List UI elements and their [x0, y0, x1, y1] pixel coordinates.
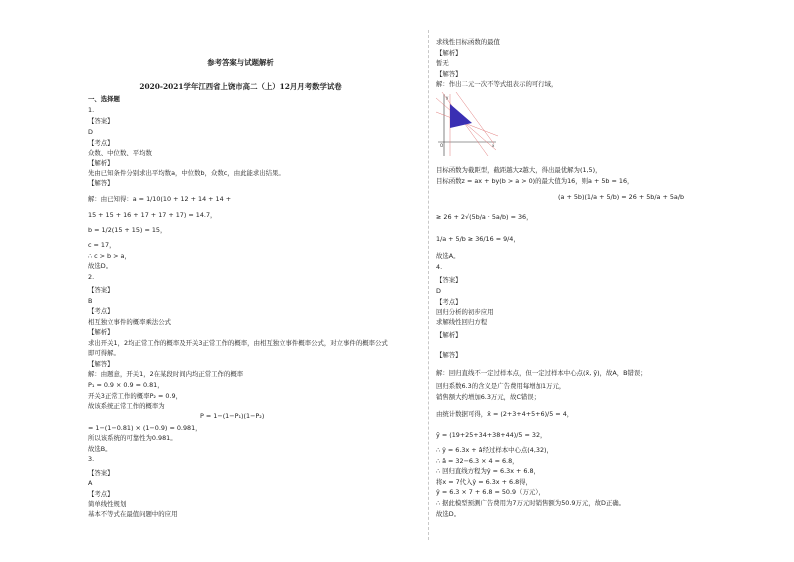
solution-label: 【解答】	[436, 70, 462, 78]
doc-subtitle: 2020-2021学年江西省上饶市高二（上）12月月考数学试卷	[139, 82, 342, 91]
topic-label: 【考点】	[436, 298, 462, 306]
question-number: 1.	[88, 106, 95, 114]
topic-text: 求解线性回归方程	[436, 318, 488, 326]
analysis-text: 即可得解。	[88, 349, 120, 357]
topic-label: 【考点】	[88, 490, 114, 498]
answer-value: D	[436, 287, 441, 295]
solution-line: 故该系统正常工作的概率为	[88, 402, 165, 410]
solution-line: 将x = 7代入ŷ = 6.3x + 6.8得，	[436, 478, 532, 486]
y-axis-label: y	[446, 95, 449, 100]
topic-text: 基本不等式在最值问题中的应用	[88, 510, 178, 518]
question-number: 3.	[88, 455, 95, 463]
solution-line: 开关3正常工作的概率P₂ = 0.9，	[88, 392, 182, 400]
formula-line: (a + 5b)(1/a + 5/b) = 26 + 5b/a + 5a/b	[558, 193, 685, 201]
solution-line: ∴ 回归直线方程为ŷ = 6.3x + 6.8，	[436, 467, 540, 475]
solution-line: 故选B。	[88, 445, 112, 453]
solution-line: ŷ = 6.3 × 7 + 6.8 = 50.9（万元），	[436, 488, 545, 496]
formula-line: 由统计数据可得，x̄ = (2+3+4+5+6)/5 = 4，	[436, 410, 574, 418]
solution-line: P₁ = 0.9 × 0.9 = 0.81，	[88, 381, 164, 389]
solution-label: 【解答】	[436, 351, 462, 359]
x-axis-label: x	[492, 143, 495, 148]
solution-line: = 1−(1−0.81) × (1−0.9) = 0.981，	[88, 424, 202, 432]
column-divider	[428, 30, 429, 540]
topic-text: 简单线性规划	[88, 500, 127, 508]
section-heading: 一、选择题	[88, 95, 120, 103]
topic-text: 相互独立事件的概率乘法公式	[88, 318, 172, 326]
solution-line: 故选D。	[88, 262, 113, 270]
answer-label: 【答案】	[436, 276, 462, 284]
analysis-label: 【解析】	[88, 328, 114, 336]
solution-line: c = 17，	[88, 241, 116, 249]
analysis-label: 【解析】	[88, 159, 114, 167]
solution-line: 目标函数为截距型，截距越大z越大，得出最优解为(1,5)，	[436, 166, 602, 174]
solution-line: 故选D。	[436, 510, 461, 518]
solution-label: 【解答】	[88, 179, 114, 187]
analysis-label: 【解析】	[436, 49, 462, 57]
solution-line: 回归系数6.3的含义是广告费用每增加1万元，	[436, 382, 566, 390]
topic-label: 【考点】	[88, 307, 114, 315]
question-number: 4.	[436, 263, 443, 271]
analysis-text: 求出开关1，2均正常工作的概率及开关3正常工作的概率，由相互独立事件概率公式，对立事件的概率公式	[88, 339, 388, 347]
analysis-label: 【解析】	[436, 331, 462, 339]
answer-label: 【答案】	[88, 286, 114, 294]
topic-text: 众数、中位数、平均数	[88, 149, 152, 157]
origin-label: O	[440, 143, 444, 148]
formula-line: 1/a + 5/b ≥ 36/16 = 9/4，	[436, 235, 520, 243]
solution-line: ∴ c > b > a，	[88, 252, 131, 260]
solution-line: 目标函数z = ax + by(b > a > 0)的最大值为16，则a + 5b = 16，	[436, 177, 634, 185]
question-number: 2.	[88, 273, 95, 281]
analysis-text: 先由已知条件分别求出平均数a，中位数b，众数c，由此能求出结果。	[88, 169, 285, 177]
solution-line: ∴ 据此模型预测广告费用为7万元时销售额为50.9万元，故D正确。	[436, 499, 626, 507]
feasible-region-figure	[436, 92, 498, 158]
doc-title: 参考答案与试题解析	[207, 58, 274, 67]
formula-line: ≥ 26 + 2√(5b/a · 5a/b) = 36，	[436, 213, 533, 221]
solution-line: ∴ ŷ = 6.3x + â经过样本中心点(4,32)，	[436, 446, 553, 454]
solution-label: 【解答】	[88, 360, 114, 368]
topic-text: 回归分析的初步应用	[436, 308, 494, 316]
answer-value: B	[88, 297, 93, 305]
solution-line: 销售额大约增加6.3万元，故C错误；	[436, 393, 541, 401]
solution-line: 故选A。	[436, 252, 460, 260]
formula-line: ȳ = (19+25+34+38+44)/5 = 32，	[436, 431, 547, 439]
answer-value: D	[88, 128, 93, 136]
solution-line: 解：由题意，开关1，2在某段时间内均正常工作的概率	[88, 370, 244, 378]
solution-line: 所以该系统的可靠性为0.981。	[88, 434, 177, 442]
solution-line: 解：作出二元一次不等式组表示的可行域，	[436, 80, 558, 88]
solution-line: 15 + 15 + 16 + 17 + 17 + 17) = 14.7，	[88, 211, 217, 219]
topic-text: 求线性目标函数的最值	[436, 38, 500, 46]
solution-line: 解：回归直线不一定过样本点，但一定过样本中心点(x̄, ȳ)，故A，B错误；	[436, 369, 647, 377]
solution-line: 解：由已知得：a = 1/10(10 + 12 + 14 + 14 +	[88, 195, 232, 203]
solution-line: b = 1/2(15 + 15) = 15，	[88, 226, 167, 234]
analysis-text: 暂无	[436, 59, 449, 67]
solution-line: ∴ â = 32−6.3 × 4 = 6.8，	[436, 457, 519, 465]
answer-label: 【答案】	[88, 469, 114, 477]
answer-label: 【答案】	[88, 117, 114, 125]
answer-value: A	[88, 479, 93, 487]
formula-line: P = 1−(1−P₁)(1−P₂)	[200, 412, 265, 420]
topic-label: 【考点】	[88, 139, 114, 147]
